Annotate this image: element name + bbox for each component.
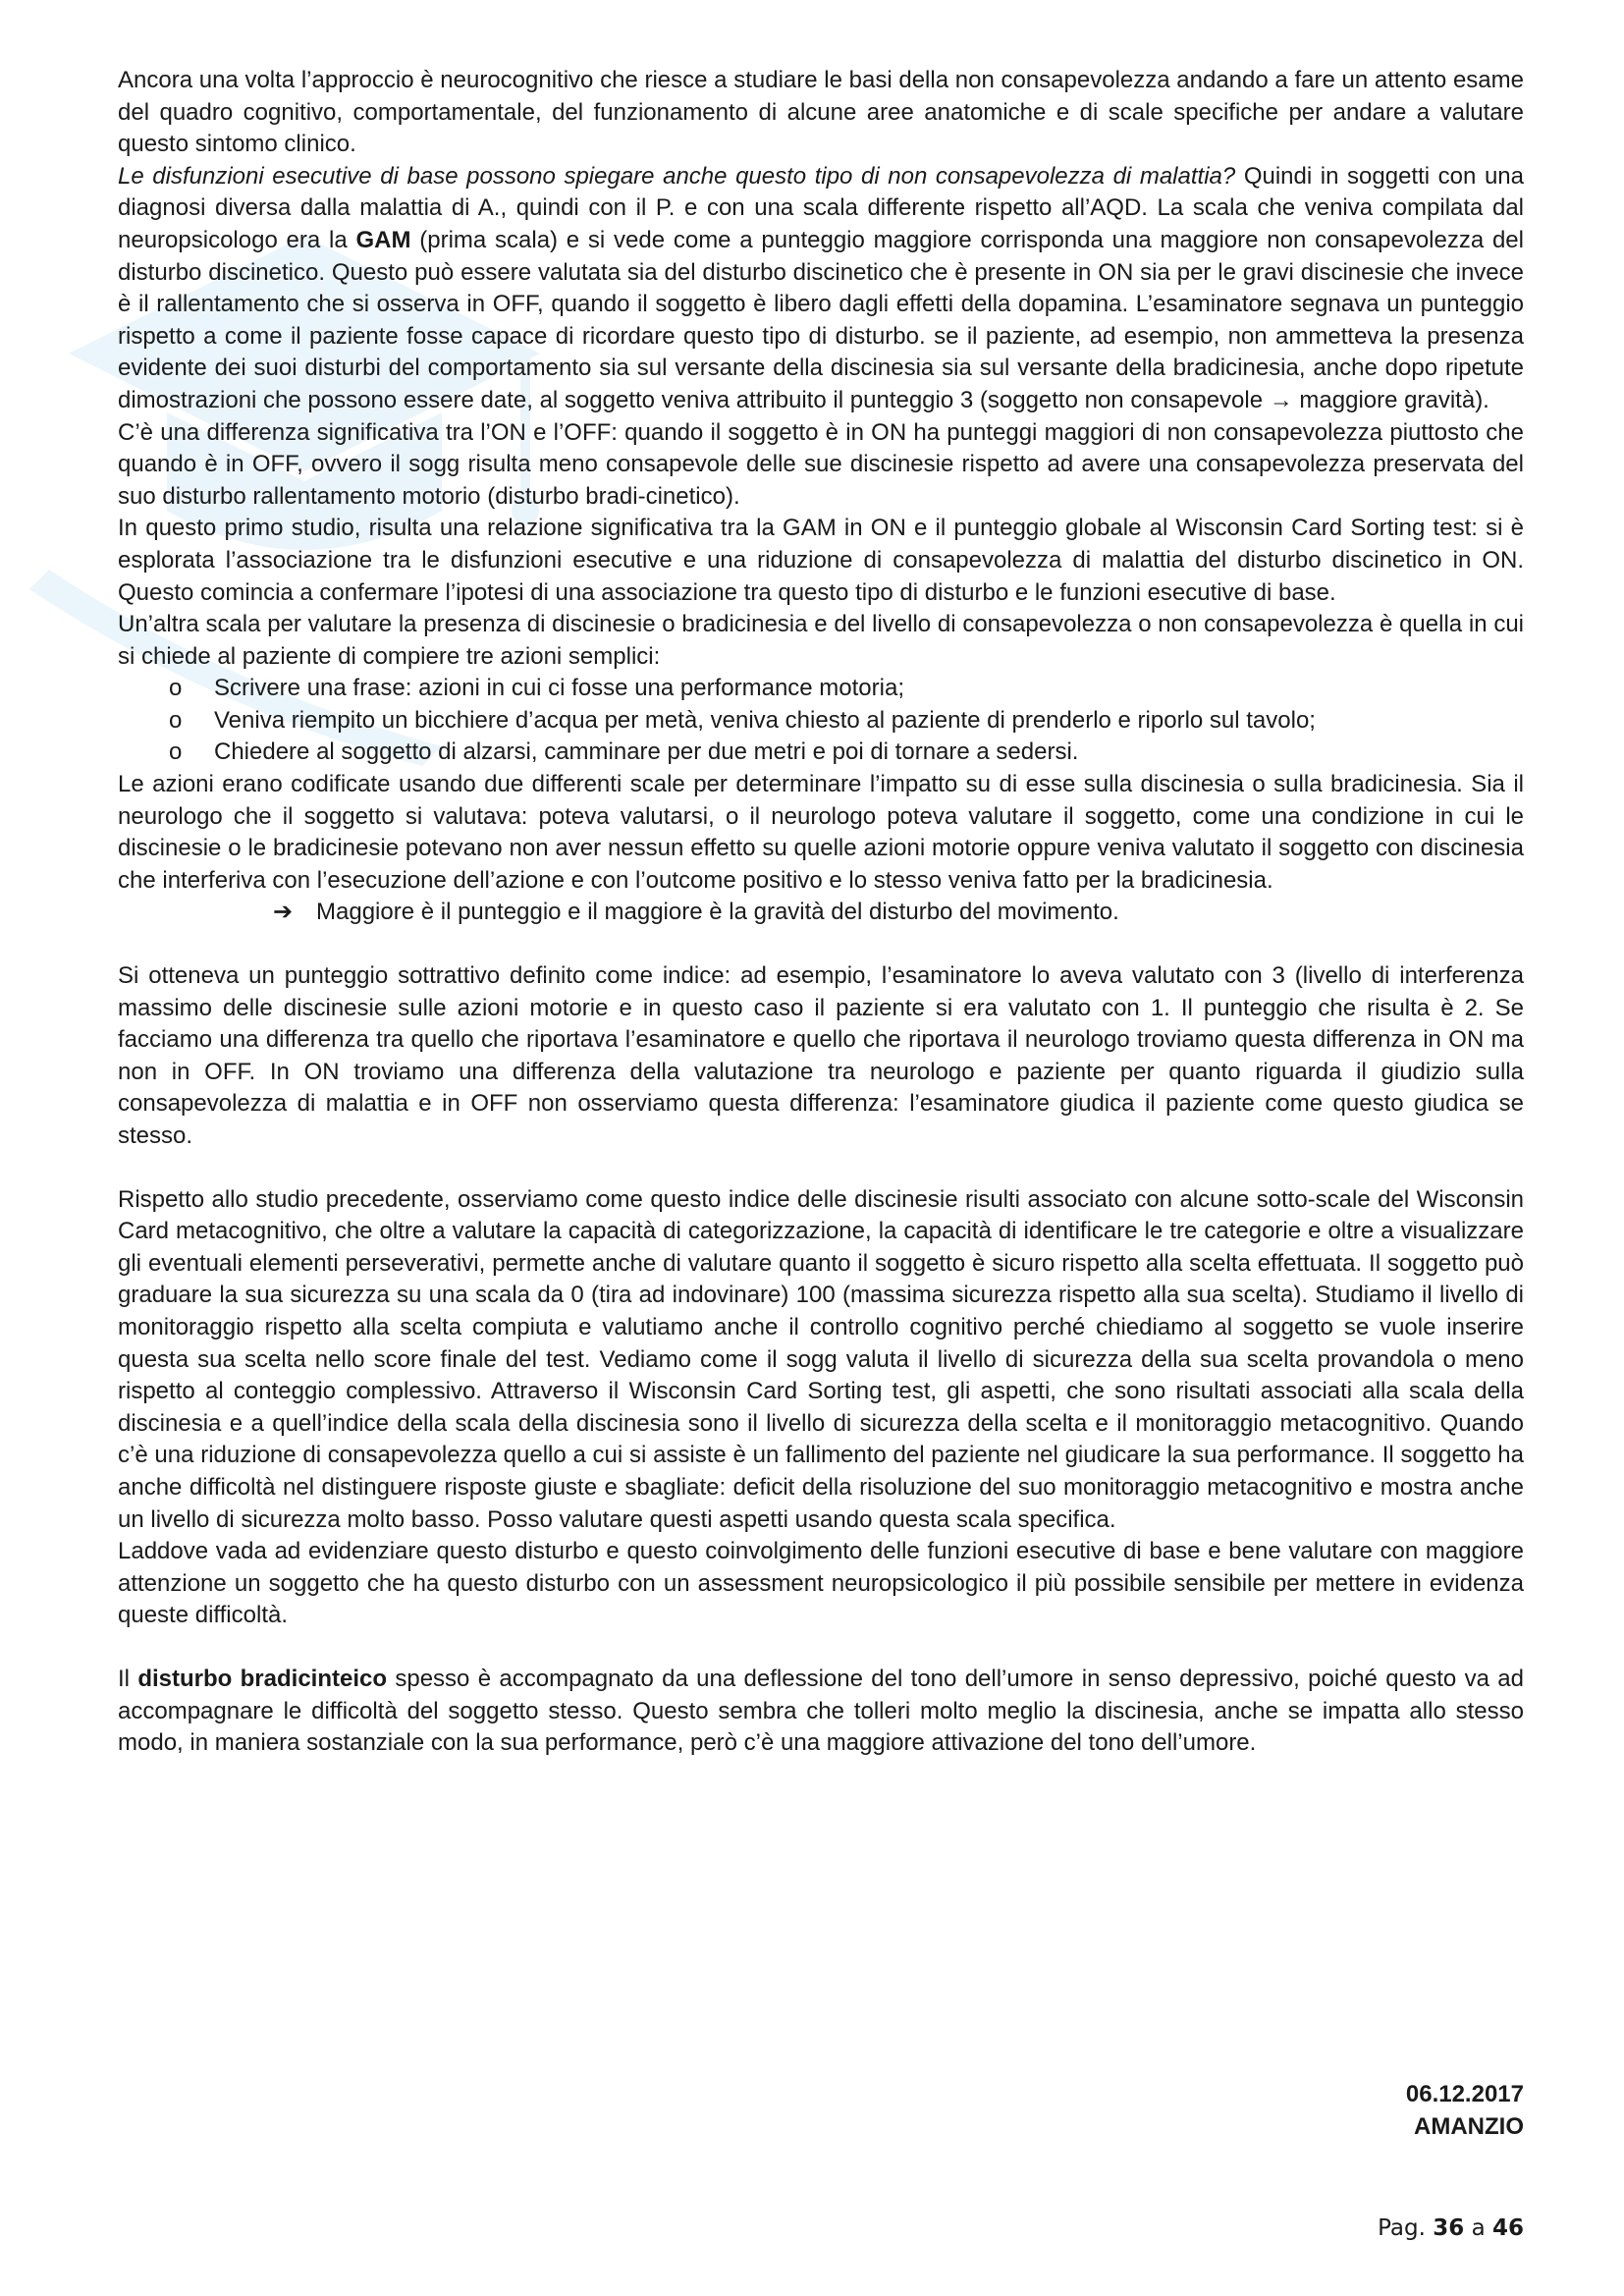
lecture-author: AMANZIO [1414, 2113, 1524, 2140]
text-span: spesso è accompagnato da una deflessione del tono dell’umore in senso depressivo, poiché questo va ad accompagnare le difficoltà del soggetto stesso. Questo sembra che tolleri molto meglio la discinesia, anche se impatta allo stesso modo, in maniera sostanziale con la sua performance, però c’è una maggiore attivazione del tono dell’umore. [118, 1665, 1524, 1757]
paragraph-index: Si otteneva un punteggio sottrattivo definito come indice: ad esempio, l’esaminatore lo aveva valutato con 3 (livello di interferenza massimo delle discinesie sulle azioni motorie e in questo caso il paziente si era valutato con 1. Il punteggio che risulta è 2. Se facciamo una differenza tra quello che riportava l’esaminatore e quello che riportava il neurologo troviamo questa differenza in ON ma non in OFF. In ON troviamo una differenza della valutazione tra neurologo e paziente per quanto riguarda il giudizio sulla consapevolezza di malattia e in OFF non osserviamo questa differenza: l’esaminatore giudica il paziente come questo giudica se stesso. [118, 962, 1524, 1149]
page-separator: a [1471, 2215, 1486, 2241]
list-item [118, 705, 1524, 738]
list-item [118, 737, 1524, 769]
paragraph-metacognitive: Rispetto allo studio precedente, osserviamo come questo indice delle discinesie risulti associato con alcune sotto-scale del Wisconsin Card metacognitivo, che oltre a valutare la capacità di categorizzazione, la capacità di identificare le tre categorie e oltre a visualizzare gli eventuali elementi perseverativi, permette anche di valutare quanto il soggetto è sicuro rispetto alla scelta effettuata. Il soggetto può graduare la sua sicurezza su una scala da 0 (tira ad indovinare) 100 (massima sicurezza rispetto alla sua scelta). Studiamo il livello di monitoraggio rispetto alla scelta compiuta e valutiamo anche il controllo cognitivo perché chiediamo al soggetto se vuole inserire questa sua scelta nello score finale del test. Vediamo come il sogg valuta il livello di sicurezza della sua scelta provandola o meno rispetto al conteggio complessivo. Attraverso il Wisconsin Card Sorting test, gli aspetti, che sono risultati associati alla scala della discinesia e a quell’indice della scala della discinesia sono il livello di sicurezza della scelta e il monitoraggio metacognitivo. Quando c’è una riduzione di consapevolezza quello a cui si assiste è un fallimento del paziente nel giudicare la sua performance. Il soggetto ha anche difficoltà nel distinguere risposte giuste e sbagliate: deficit della risoluzione del suo monitoraggio metacognitivo e mostra anche un livello di sicurezza molto basso. Posso valutare questi aspetti usando questa scala specifica. [118, 1185, 1524, 1533]
bullet-icon: o [169, 706, 183, 734]
gam-bold: GAM [355, 226, 411, 253]
text-span: (prima scala) e si vede come a punteggio maggiore corrisponda una maggiore non consapevolezza del disturbo discinetico. Questo può essere valutata sia del disturbo discinetico che è presente in ON sia per le gravi discinesie che invece è il rallentamento che si osserva in OFF, quando il soggetto è libero dagli effetti della dopamina. L’esaminatore segnava un punteggio rispetto a come il paziente fosse capace di ricordare questo tipo di disturbo. se il paziente, ad esempio, non ammetteva la presenza evidente dei suoi disturbi del comportamento sia sul versante della discinesia sia sul versante della bradicinesia, anche dopo ripetute dimostrazioni che possono essere date, al soggetto veniva attribuito il punteggio 3 (soggetto non consapevole [118, 226, 1524, 413]
paragraph-actions-coding: Le azioni erano codificate usando due differenti scale per determinare l’impatto su di esse sulla discinesia o sulla bradicinesia. Sia il neurologo che il soggetto si valutava: poteva valutarsi, o il neurologo poteva valutare il soggetto, come una condizione in cui le discinesie o le bradicinesie potevano non aver nessun effetto su quelle azioni motorie oppure veniva valutato il soggetto con discinesia che interferiva con l’esecuzione dell’azione e con l’outcome positivo e lo stesso veniva fatto per la bradicinesia. [118, 771, 1524, 894]
page-prefix: Pag. [1378, 2215, 1426, 2241]
text-span: Quindi in soggetti con una diagnosi diversa dalla malattia di A., quindi con il P. e con una scala differente rispetto all’AQD. La scala che veniva compilata dal neuropsicologo era la [118, 162, 1525, 253]
signature-block [1406, 2078, 1524, 2143]
arrow-note [118, 897, 1524, 929]
page-total: 46 [1491, 2215, 1524, 2241]
list-item-text: Veniva riempito un bicchiere d’acqua per metà, veniva chiesto al paziente di prenderlo e riporlo sul tavolo; [214, 706, 1316, 734]
list-item [118, 673, 1524, 705]
arrow-icon: → [1269, 386, 1293, 413]
question-italic: Le disfunzioni esecutive di base possono spiegare anche questo tipo di non consapevolezza di malattia? [118, 162, 1236, 190]
page-number [1378, 2215, 1524, 2241]
list-item-text: Scrivere una frase: azioni in cui ci fosse una performance motoria; [214, 675, 904, 702]
paragraph-bradykinetic [118, 1664, 1524, 1760]
bullet-icon: o [169, 738, 183, 766]
paragraph-intro: Ancora una volta l’approccio è neurocognitivo che riesce a studiare le basi della non consapevolezza andando a fare un attento esame del quadro cognitivo, comportamentale, del funzionamento di alcune aree anatomiche e di scale specifiche per andare a valutare questo sintomo clinico. [118, 67, 1524, 158]
text-span: maggiore gravità). [1292, 386, 1489, 413]
list-item-text: Chiedere al soggetto di alzarsi, camminare per due metri e poi di tornare a sedersi. [214, 738, 1079, 766]
paragraph-gam [118, 161, 1524, 417]
actions-list [118, 673, 1524, 769]
document-body [118, 65, 1524, 1760]
page-current: 36 [1433, 2215, 1465, 2241]
bradykinetic-bold: disturbo bradicinteico [137, 1665, 388, 1692]
arrow-right-icon: ➔ [273, 899, 294, 926]
paragraph-assessment: Laddove vada ad evidenziare questo disturbo e questo coinvolgimento delle funzioni esecutive di base e bene valutare con maggiore attenzione un soggetto che ha questo disturbo con un assessment neuropsicologico il più possibile sensibile per mettere in evidenza queste difficoltà. [118, 1538, 1524, 1629]
text-span: Il [118, 1665, 138, 1692]
paragraph-wisconsin: In questo primo studio, risulta una relazione significativa tra la GAM in ON e il punteggio globale al Wisconsin Card Sorting test: si è esplorata l’associazione tra le disfunzioni esecutive e una riduzione di consapevolezza di malattia del disturbo discinetico in ON. Questo comincia a confermare l’ipotesi di una associazione tra questo tipo di disturbo e le funzioni esecutive di base. [118, 515, 1524, 606]
bullet-icon: o [169, 675, 183, 702]
lecture-date: 06.12.2017 [1405, 2081, 1524, 2107]
paragraph-other-scale: Un’altra scala per valutare la presenza di discinesie o bradicinesia e del livello di consapevolezza o non consapevolezza è quella in cui si chiede al paziente di compiere tre azioni semplici: [118, 611, 1524, 670]
arrow-note-text: Maggiore è il punteggio e il maggiore è la gravità del disturbo del movimento. [316, 899, 1119, 926]
paragraph-on-off: C’è una differenza significativa tra l’ON e l’OFF: quando il soggetto è in ON ha punteggi maggiori di non consapevolezza piuttosto che quando è in OFF, ovvero il sogg risulta meno consapevole delle sue discinesie rispetto ad avere una consapevolezza preservata del suo disturbo rallentamento motorio (disturbo bradi-cinetico). [118, 418, 1524, 510]
